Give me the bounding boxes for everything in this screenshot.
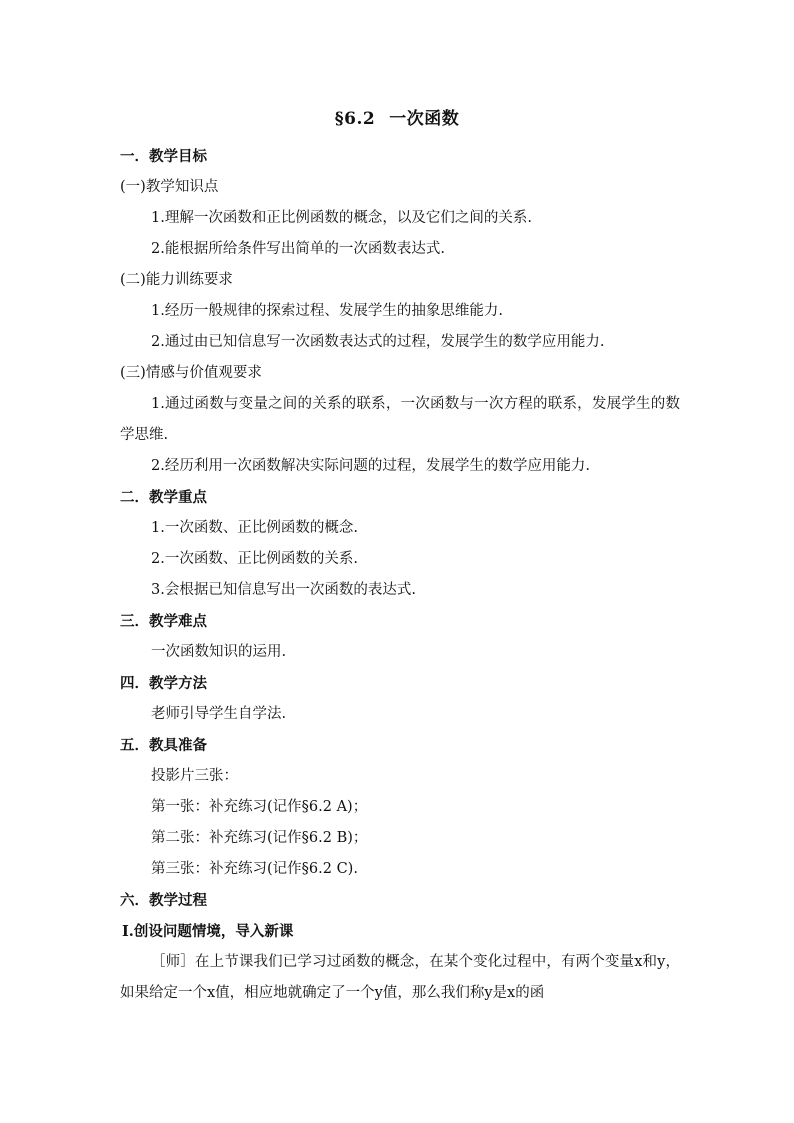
materials-slide-2: 第二张：补充练习(记作§6.2 B)； [151, 830, 368, 846]
emotion-item-1: 1.通过函数与变量之间的关系的联系，一次函数与一次方程的联系，发展学生的数学思维. [120, 396, 680, 443]
document-body [120, 141, 680, 1009]
key-point-1: 1.一次函数、正比例函数的概念. [151, 520, 358, 536]
subheading-emotion-values: (三)情感与价值观要求 [120, 365, 262, 381]
title-text: 一次函数 [389, 109, 460, 129]
emotion-item-2: 2.经历利用一次函数解决实际问题的过程，发展学生的数学应用能力. [151, 458, 590, 474]
materials-intro: 投影片三张： [151, 768, 238, 784]
subheading-intro-new-lesson: Ⅰ.创设问题情境，导入新课 [122, 923, 294, 940]
heading-difficulty: 三．教学难点 [120, 613, 207, 630]
heading-process: 六．教学过程 [120, 892, 207, 909]
materials-slide-1: 第一张：补充练习(记作§6.2 A)； [151, 799, 368, 815]
document-title [0, 104, 794, 129]
title-section-number: §6.2 [334, 109, 376, 129]
subheading-knowledge-points: (一)教学知识点 [120, 179, 219, 195]
teacher-paragraph: ［师］在上节课我们已学习过函数的概念，在某个变化过程中，有两个变量x和y，如果给定一个x值，相应地就确定了一个y值，那么我们称y是x的函 [120, 954, 680, 1001]
method-text: 老师引导学生自学法. [151, 706, 287, 722]
difficulty-text: 一次函数知识的运用. [151, 644, 287, 660]
heading-method: 四．教学方法 [120, 675, 207, 692]
key-point-3: 3.会根据已知信息写出一次函数的表达式. [151, 582, 416, 598]
heading-materials: 五．教具准备 [120, 737, 207, 754]
knowledge-item-1: 1.理解一次函数和正比例函数的概念，以及它们之间的关系. [151, 210, 532, 226]
key-point-2: 2.一次函数、正比例函数的关系. [151, 551, 358, 567]
heading-teaching-goals: 一．教学目标 [120, 148, 207, 165]
materials-slide-3: 第三张：补充练习(记作§6.2 C). [151, 861, 358, 877]
subheading-ability-requirements: (二)能力训练要求 [120, 272, 233, 288]
ability-item-2: 2.通过由已知信息写一次函数表达式的过程，发展学生的数学应用能力. [151, 334, 605, 350]
heading-key-points: 二．教学重点 [120, 489, 207, 506]
ability-item-1: 1.经历一般规律的探索过程、发展学生的抽象思维能力. [151, 303, 503, 319]
knowledge-item-2: 2.能根据所给条件写出简单的一次函数表达式. [151, 241, 445, 257]
